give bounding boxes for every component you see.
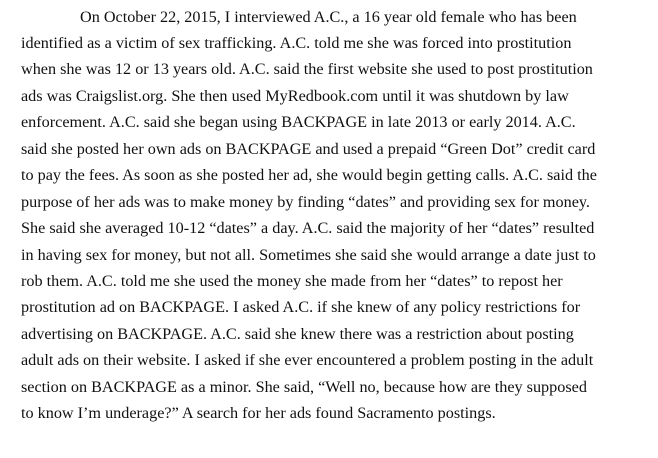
- text-line-10: in having sex for money, but not all. Sometimes she said she would arrange a date just to: [21, 246, 596, 264]
- text-line-13: advertising on BACKPAGE. A.C. said she knew there was a restriction about posting: [21, 325, 574, 343]
- text-line-7: to pay the fees. As soon as she posted her ad, she would begin getting calls. A.C. said the: [21, 166, 597, 184]
- text-line-8: purpose of her ads was to make money by finding “dates” and providing sex for money.: [21, 193, 590, 211]
- text-line-11: rob them. A.C. told me she used the money she made from her “dates” to repost her: [21, 272, 563, 290]
- text-line-14: adult ads on their website. I asked if she ever encountered a problem posting in the adult: [21, 351, 594, 369]
- text-line-4: ads was Craigslist.org. She then used MyRedbook.com until it was shutdown by law: [21, 87, 569, 105]
- text-line-3: when she was 12 or 13 years old. A.C. said the first website she used to post prostitution: [21, 60, 593, 78]
- text-line-16: to know I’m underage?” A search for her ads found Sacramento postings.: [21, 404, 496, 422]
- text-line-5: enforcement. A.C. said she began using BACKPAGE in late 2013 or early 2014. A.C.: [21, 113, 576, 131]
- text-line-9: She said she averaged 10-12 “dates” a day. A.C. said the majority of her “dates” resulted: [21, 219, 595, 237]
- text-line-6: said she posted her own ads on BACKPAGE and used a prepaid “Green Dot” credit card: [21, 140, 596, 158]
- text-line-1: On October 22, 2015, I interviewed A.C., a 16 year old female who has been: [80, 8, 577, 26]
- text-line-2: identified as a victim of sex trafficking. A.C. told me she was forced into prostitution: [21, 34, 572, 52]
- text-line-12: prostitution ad on BACKPAGE. I asked A.C. if she knew of any policy restrictions for: [21, 298, 581, 316]
- text-line-15: section on BACKPAGE as a minor. She said, “Well no, because how are they supposed: [21, 378, 587, 396]
